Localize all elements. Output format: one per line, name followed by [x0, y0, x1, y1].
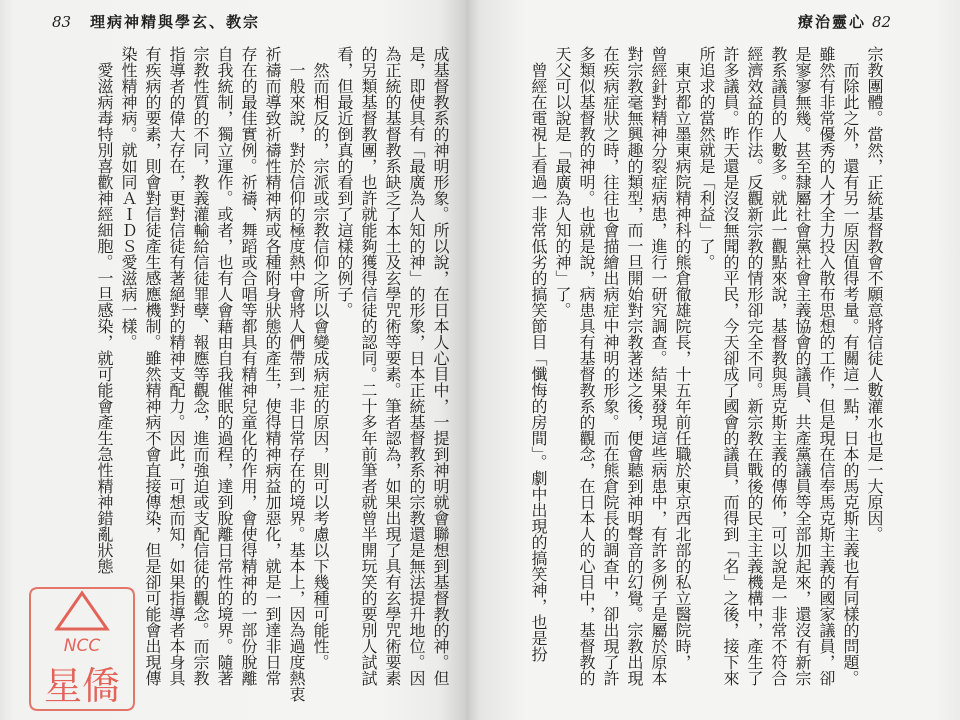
- page-number: 82: [872, 13, 892, 31]
- text-column: 的另類基督教團，也許就能夠獲得信徒的認同。二十多年前筆者就曾半開玩笑的要別人試試: [359, 46, 378, 686]
- text-column: 對宗教毫無興趣的類型，而一旦開始對宗教著迷之後，便會聽到神明聲音的幻覺。宗教出現: [625, 46, 644, 686]
- text-column-paragraph-start: 一般來說，對於信仰的極度熱中會將人們帶到一非日常存在的境界。基本上，因為過度熱衷: [287, 62, 306, 702]
- text-column: 是，即使具有「最廣為人知的神」的形象，日本正統基督教系的宗教還是無法提升地位。因: [407, 46, 426, 686]
- text-column: 看，但最近倒真的看到了這樣的例子。: [335, 46, 354, 318]
- triangle-icon: [57, 593, 107, 629]
- text-column-paragraph-start: 曾經在電視上看過一非常低劣的搞笑節目「懺悔的房間」。劇中出現的搞笑神，也是扮: [529, 62, 548, 662]
- text-column: 雖然有非常優秀的人才全力投入散布思想的工作，但是現在信奉馬克斯主義的國家議員，卻: [817, 46, 836, 686]
- page-number: 83: [52, 13, 72, 31]
- text-column: 自我統制，獨立運作。或者，也有人會藉由自我催眠的過程，達到脫離日常性的境界。隨著: [215, 46, 234, 686]
- text-column: 為正統的基督教系缺乏了本土及玄學咒術等要素。筆者認為，如果出現了具有玄學咒術要素: [383, 46, 402, 686]
- text-column: 在疾病症狀之時，往往也會描繪出病症中神明的形象。而在熊倉院長的調查中，卻出現了許: [601, 46, 620, 686]
- watermark-logo: [26, 584, 138, 714]
- watermark-top-text: NCC: [63, 636, 101, 656]
- watermark-main-text: 星僑: [43, 664, 121, 708]
- text-column: 有疾病的要素，則會對信徒產生感應機制。雖然精神病不會直接傳染，但是卻可能會出現傳: [143, 46, 162, 686]
- text-column: 多類似基督教的神明。也就是說，病患具有基督教系的觀念，在日本人的心目中，基督教的: [577, 46, 596, 686]
- text-column: 所追求的當然就是「利益」了。: [697, 46, 716, 270]
- text-column-paragraph-start: 而除此之外，還有另一原因值得考量。有關這一點，日本的馬克斯主義也有同樣的問題。: [841, 62, 860, 686]
- text-column-paragraph-start: 東京都立墨東病院精神科的熊倉徹雄院長，十五年前任職於東京西北部的私立醫院時，: [673, 62, 692, 670]
- text-column: 宗教團體。當然，正統基督教會不願意將信徒人數灌水也是一大原因。: [865, 46, 884, 542]
- text-column: 經濟效益的作法。反觀新宗教的情形卻完全不同。新宗教在戰後的民主主義機構中，產生了: [745, 46, 764, 686]
- running-header: 理病神精與學玄、教宗: [90, 13, 261, 31]
- text-column-paragraph-start: 然而相反的，宗派或宗教信仰之所以會變成病症的原因，則可以考慮以下幾種可能性。: [311, 62, 330, 670]
- text-column: 宗教性質的不同，教義灌輸給信徒罪孽、報應等觀念，進而強迫或支配信徒的觀念。而宗教: [191, 46, 210, 686]
- running-header: 療治靈心: [798, 13, 867, 31]
- text-column: 祈禱而導致祈禱性精神病或各種附身狀態的產生，使得精神病益加惡化，就是一到達非日常: [263, 46, 282, 686]
- text-column-paragraph-start: 愛滋病毒特別喜歡神經細胞。一旦感染，就可能會產生急性精神錯亂狀態: [95, 62, 114, 574]
- text-column: 天父可以說是「最廣為人知的神」了。: [553, 46, 572, 318]
- text-column: 曾經針對精神分裂症病患，進行一研究調查。結果發現這些病患中，有許多例子是屬於原本: [649, 46, 668, 686]
- text-column: 教系議員的人數多。就此一觀點來說，基督教與馬克斯主義的傳佈，可以說是一非常不符合: [769, 46, 788, 686]
- text-column: 許多議員。昨天還是沒沒無聞的平民，今天卻成了國會的議員，而得到「名」之後，接下來: [721, 46, 740, 686]
- watermark-logo-graphic: [26, 584, 138, 714]
- text-column: 指導者的偉大存在，更對信徒有著絕對的精神支配力。因此，可想而知，如果指導者本身具: [167, 46, 186, 686]
- right-page: [466, 0, 960, 720]
- text-column: 染性精神病。就如同ＡＩＤＳ愛滋病一樣。: [119, 46, 138, 350]
- text-column: 是寥寥無幾。甚至隸屬社會黨社會主義協會的議員、共產黨議員等全部加起來，還沒有新宗: [793, 46, 812, 686]
- text-column: 成基督教系的神明形象。所以說，在日本人心目中，一提到神明就會聯想到基督教的神。但: [431, 46, 450, 686]
- text-column: 存在的最佳實例。祈禱、舞蹈或合唱等都具有精神兒童化的作用，會使得精神的一部份脫離: [239, 46, 258, 686]
